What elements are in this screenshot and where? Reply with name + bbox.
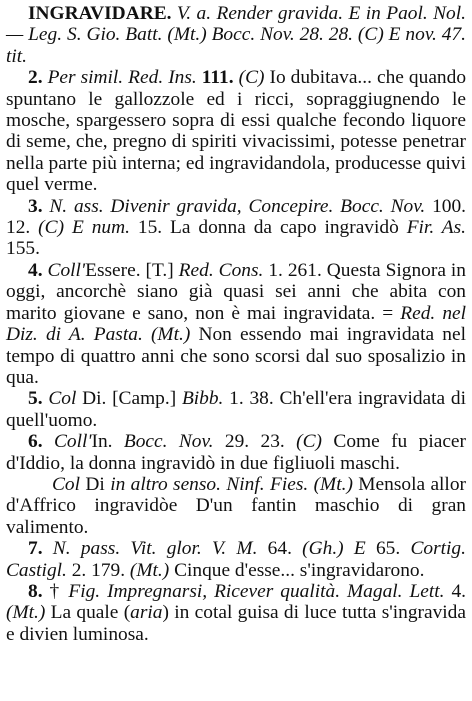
entry-text: 3. <box>28 195 50 217</box>
entry-text: 15. La donna da capo ingravidò <box>137 217 407 239</box>
entry-text: N. ass. Divenir gravida, Concepire. Bocc. Nov. <box>49 195 433 217</box>
entry-text: 100. 12. <box>6 195 467 239</box>
entry-text: aria <box>130 602 163 624</box>
entry-text: Bibb. <box>181 388 230 410</box>
entry-text: † <box>49 580 69 602</box>
entry-text: Io dubitava... che quando spuntano le gallozzole ed i ricci, sopraggiugnendo le mosche, spargessero sopra di essi qualche fecondo liquore di seme, che, pregno di spiriti vivacissimi, potesse penetrar nella parte più interna; ed ingravidandola, producesse quivi quel verme. <box>6 67 467 196</box>
entry-text: (C) <box>296 431 334 453</box>
entry-text: Col <box>52 473 86 495</box>
entry-text: Red. Cons. <box>178 259 269 281</box>
entry-text: Coll' <box>53 431 92 453</box>
entry-text: 65. <box>375 538 411 560</box>
entry-text: Di <box>85 473 111 495</box>
entry-text: (Gh.) E <box>302 538 376 560</box>
entry-text: 29. 23. <box>224 431 297 453</box>
entry-text: 2. <box>28 67 48 89</box>
entry-text: Cortig. Castigl. <box>6 538 466 581</box>
entry-sense-8 <box>6 581 466 645</box>
entry-text: Bocc. Nov. <box>123 431 225 453</box>
entry-text: 2. 179. <box>71 559 130 581</box>
entry-text: INGRAVIDARE. <box>28 3 172 24</box>
entry-text: 155. <box>6 238 40 260</box>
entry-text: in altro senso. Ninf. Fies. (Mt.) <box>110 473 359 495</box>
entry-text: 7. <box>28 538 53 560</box>
entry-text: 1. 261. Questa Signora in oggi, ancorchè siano già quasi sei anni che abita con marito giovane e sano, non è mai ingravidata. = <box>6 259 466 324</box>
entry-text: Per simil. Red. Ins. <box>47 67 202 89</box>
entry-text: Coll' <box>47 259 86 281</box>
entry-text: 4. <box>451 580 467 602</box>
entry-text: In. <box>91 431 124 453</box>
entry-text: Come fu piacer d'Iddio, la donna ingravidò in due figliuoli maschi. <box>6 431 466 474</box>
entry-text: Fir. As. <box>406 217 466 239</box>
entry-text: La quale ( <box>50 602 131 624</box>
entry-sense-5 <box>6 388 466 431</box>
entry-text: (Mt.) <box>6 602 51 624</box>
entry-text: 6. <box>28 431 54 453</box>
entry-text: Non essendo mai ingravidata nel tempo di quattro anni che sono scorsi dal suo sposalizio in qua. <box>6 324 466 388</box>
entry-sense-3 <box>6 196 466 260</box>
entry-text: (C) <box>238 67 270 89</box>
entry-text: 1. 38. Ch'ell'era ingravidata di quell'uomo. <box>6 388 466 431</box>
entry-sense-6-sub <box>6 474 466 538</box>
entry-text: 5. <box>28 388 49 410</box>
entry-sense-7 <box>6 538 466 581</box>
entry-text: 4. <box>28 259 48 281</box>
entry-text: ) in cotal guisa di luce tutta s'ingravida e divien luminosa. <box>6 602 466 645</box>
entry-text: V. a. Render gravida. E in Paol. Nol. — Leg. S. Gio. Batt. (Mt.) Bocc. Nov. 28. 28. (C) E nov. 47. tit. <box>6 3 466 67</box>
entry-sense-6 <box>6 431 466 474</box>
entry-text: Cinque d'esse... s'ingravidarono. <box>174 559 425 581</box>
entry-text: Fig. Impregnarsi, Ricever qualità. Magal. Lett. <box>68 580 452 602</box>
entry-sense-4 <box>6 260 466 388</box>
entry-text: N. pass. Vit. glor. V. M. <box>52 538 268 560</box>
entry-text: Essere. [T.] <box>85 259 179 281</box>
entry-text: Col <box>48 388 83 410</box>
entry-head <box>6 3 466 67</box>
entry-text: Red. nel Diz. di A. Pasta. (Mt.) <box>6 302 467 346</box>
entry-text: (C) E num. <box>38 217 138 239</box>
entry-text: (Mt.) <box>129 559 175 581</box>
entry-text: 64. <box>267 538 303 560</box>
entry-text: Di. [Camp.] <box>82 388 182 410</box>
entry-text: 8. <box>28 580 50 602</box>
entry-sense-2 <box>6 67 466 195</box>
entry-text: 111. <box>201 67 239 89</box>
entry-text: Mensola allor d'Affrico ingravidòe D'un fantin maschio di gran valimento. <box>6 473 466 538</box>
